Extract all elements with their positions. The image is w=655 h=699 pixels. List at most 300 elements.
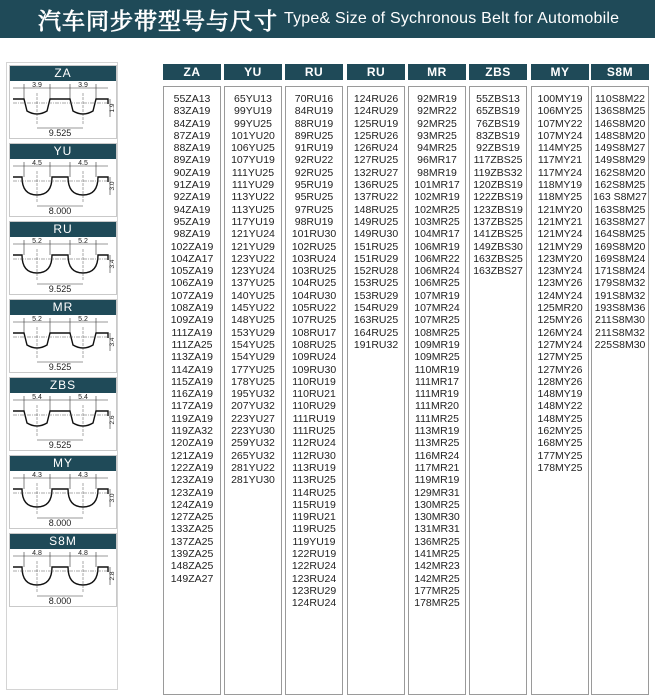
tooth-width-label: 3.9 bbox=[32, 82, 42, 89]
belt-model: 92MR25 bbox=[417, 117, 457, 130]
tooth-width-label: 5.4 bbox=[78, 394, 88, 401]
belt-model: 148YU25 bbox=[231, 314, 275, 327]
height-label: 3.0 bbox=[109, 181, 116, 191]
belt-model: 65YU13 bbox=[234, 93, 272, 105]
belt-model: 102RU25 bbox=[291, 240, 337, 253]
belt-model: 119RU25 bbox=[292, 523, 336, 536]
belt-model: 140YU25 bbox=[231, 289, 275, 302]
belt-model: 164S8M25 bbox=[594, 228, 646, 241]
tooth-width-label: 4.8 bbox=[78, 550, 88, 557]
belt-model: 141ZBS25 bbox=[473, 228, 523, 241]
height-label: 2.8 bbox=[109, 571, 116, 581]
belt-model: 101MR17 bbox=[414, 179, 460, 192]
column-header: ZBS bbox=[469, 64, 527, 80]
profile-label: ZBS bbox=[10, 378, 116, 393]
belt-model: 108MR25 bbox=[414, 326, 460, 339]
belt-model: 281YU30 bbox=[231, 474, 275, 487]
belt-model: 111MR17 bbox=[415, 375, 459, 388]
belt-model: 125RU26 bbox=[353, 129, 399, 142]
belt-model: 118MY25 bbox=[537, 191, 583, 204]
belt-model: 114MY25 bbox=[537, 142, 583, 155]
belt-model: 119YU19 bbox=[292, 535, 336, 548]
belt-model: 130MR30 bbox=[414, 511, 460, 524]
pitch-label: 8.000 bbox=[48, 206, 72, 216]
profile-za bbox=[9, 65, 117, 139]
column-s8m bbox=[591, 64, 649, 695]
belt-model: 123MY24 bbox=[537, 265, 583, 278]
belt-model: 122RU19 bbox=[291, 547, 337, 560]
belt-model: 127ZA25 bbox=[170, 511, 214, 524]
belt-model: 163RU25 bbox=[353, 314, 399, 327]
belt-model: 93MR25 bbox=[417, 129, 457, 142]
belt-model: 191S8M32 bbox=[594, 289, 646, 302]
belt-model: 107YU19 bbox=[231, 154, 275, 167]
belt-model: 123RU29 bbox=[291, 584, 337, 597]
belt-model: 137ZA25 bbox=[170, 535, 214, 548]
belt-model: 95RU25 bbox=[294, 191, 334, 204]
title-english: Type& Size of Sychronous Belt for Automobile bbox=[284, 10, 620, 27]
belt-model: 104ZA17 bbox=[170, 252, 214, 265]
belt-model: 127MY26 bbox=[537, 363, 583, 376]
belt-model: 109RU24 bbox=[291, 351, 337, 364]
column-list bbox=[531, 86, 589, 695]
column-list bbox=[469, 86, 527, 695]
tooth-width-label: 5.2 bbox=[32, 238, 42, 245]
belt-model: 163ZBS27 bbox=[473, 265, 523, 278]
belt-model: 94MR25 bbox=[417, 142, 457, 155]
height-label: 2.6 bbox=[109, 415, 116, 425]
tooth-profile-diagram bbox=[10, 393, 116, 450]
belt-model: 148MY25 bbox=[537, 412, 583, 425]
belt-model: 105RU22 bbox=[291, 302, 337, 315]
belt-model: 130MR25 bbox=[414, 498, 460, 511]
column-zbs bbox=[469, 64, 527, 695]
belt-model: 95ZA19 bbox=[173, 215, 211, 228]
belt-model: 177MR25 bbox=[414, 584, 460, 597]
belt-model: 103RU25 bbox=[291, 265, 337, 278]
column-header: MY bbox=[531, 64, 589, 80]
profile-label: ZA bbox=[10, 66, 116, 81]
belt-model: 109MR19 bbox=[414, 338, 460, 351]
belt-model: 95RU19 bbox=[294, 179, 334, 192]
tooth-profile-diagram bbox=[10, 237, 116, 294]
belt-model: 98RU19 bbox=[294, 215, 334, 228]
belt-model: 126MY24 bbox=[537, 326, 583, 339]
belt-model: 110RU21 bbox=[292, 388, 336, 401]
profile-mr bbox=[9, 299, 117, 373]
belt-model: 127RU25 bbox=[353, 154, 399, 167]
belt-model: 120ZA19 bbox=[170, 437, 214, 450]
belt-model: 109MR25 bbox=[414, 351, 460, 364]
belt-model: 124RU26 bbox=[353, 93, 399, 105]
belt-model: 92RU22 bbox=[294, 154, 334, 167]
belt-model: 132RU27 bbox=[353, 166, 399, 179]
belt-model: 124RU24 bbox=[291, 597, 337, 610]
column-list bbox=[591, 86, 649, 695]
belt-model: 111RU25 bbox=[292, 425, 336, 438]
belt-model: 111ZA25 bbox=[171, 338, 213, 351]
belt-model: 107MR25 bbox=[414, 314, 460, 327]
belt-model: 123ZA19 bbox=[170, 486, 214, 499]
belt-model: 151RU25 bbox=[353, 240, 399, 253]
belt-model: 120ZBS19 bbox=[473, 179, 523, 192]
belt-model: 152RU28 bbox=[353, 265, 399, 278]
belt-model: 146S8M20 bbox=[594, 117, 646, 130]
belt-model: 103RU24 bbox=[291, 252, 337, 265]
belt-model: 162S8M25 bbox=[594, 179, 646, 192]
belt-model: 106MR22 bbox=[414, 252, 460, 265]
belt-model: 154YU25 bbox=[231, 338, 275, 351]
belt-model: 149S8M27 bbox=[594, 142, 646, 155]
belt-model: 137RU22 bbox=[353, 191, 399, 204]
belt-model: 111YU29 bbox=[231, 179, 275, 192]
belt-model: 123YU22 bbox=[231, 252, 275, 265]
belt-model: 111ZA19 bbox=[171, 326, 213, 339]
belt-model: 118MY19 bbox=[537, 179, 583, 192]
belt-model: 119ZBS32 bbox=[473, 166, 523, 179]
belt-model: 145YU22 bbox=[231, 302, 275, 315]
column-ru bbox=[347, 64, 405, 695]
tooth-width-label: 5.2 bbox=[78, 316, 88, 323]
belt-model: 171S8M24 bbox=[594, 265, 646, 278]
tooth-profile-diagram bbox=[10, 81, 116, 138]
tooth-width-label: 5.2 bbox=[78, 238, 88, 245]
belt-model: 119ZA19 bbox=[171, 412, 213, 425]
belt-model: 177MY25 bbox=[537, 449, 583, 462]
belt-model: 153RU25 bbox=[353, 277, 399, 290]
belt-model: 148ZA25 bbox=[170, 560, 214, 573]
belt-model: 111RU19 bbox=[292, 412, 336, 425]
belt-model: 100MY19 bbox=[537, 93, 583, 105]
column-list bbox=[408, 86, 466, 695]
profile-label: YU bbox=[10, 144, 116, 159]
belt-model: 125MR20 bbox=[537, 302, 583, 315]
belt-model: 149S8M29 bbox=[594, 154, 646, 167]
tooth-width-label: 4.5 bbox=[78, 160, 88, 167]
belt-model: 87ZA19 bbox=[173, 129, 211, 142]
belt-model: 98MR19 bbox=[417, 166, 457, 179]
tooth-profile-diagram bbox=[10, 471, 116, 528]
belt-model: 83ZBS19 bbox=[476, 129, 520, 142]
profile-label: MR bbox=[10, 300, 116, 315]
belt-model: 110RU29 bbox=[292, 400, 336, 413]
tooth-width-label: 5.2 bbox=[32, 316, 42, 323]
belt-model: 115RU19 bbox=[292, 498, 336, 511]
belt-model: 98ZA19 bbox=[173, 228, 211, 241]
belt-model: 133ZA25 bbox=[170, 523, 214, 536]
belt-model: 223YU27 bbox=[231, 412, 275, 425]
belt-profiles-panel bbox=[6, 62, 118, 690]
belt-model: 76ZBS19 bbox=[476, 117, 520, 130]
title-chinese: 汽车同步带型号与尺寸 bbox=[38, 8, 278, 35]
belt-model: 116ZA19 bbox=[171, 388, 213, 401]
belt-model: 148S8M20 bbox=[594, 129, 646, 142]
belt-model: 113RU19 bbox=[292, 461, 336, 474]
belt-model: 113YU22 bbox=[231, 191, 275, 204]
belt-model: 84ZA19 bbox=[173, 117, 211, 130]
belt-model: 89RU25 bbox=[294, 129, 334, 142]
belt-model: 102MR19 bbox=[414, 191, 460, 204]
belt-model: 113MR19 bbox=[414, 425, 460, 438]
belt-model: 148RU25 bbox=[353, 203, 399, 216]
belt-model: 92RU25 bbox=[294, 166, 334, 179]
belt-model: 92ZA19 bbox=[173, 191, 211, 204]
column-header: YU bbox=[224, 64, 282, 80]
belt-model: 124RU29 bbox=[353, 105, 399, 118]
belt-model: 281YU22 bbox=[231, 461, 275, 474]
belt-model: 116MR24 bbox=[414, 449, 460, 462]
belt-model: 114ZA19 bbox=[171, 363, 213, 376]
belt-model: 148MY22 bbox=[537, 400, 583, 413]
belt-model: 101YU20 bbox=[231, 129, 275, 142]
belt-model: 163S8M25 bbox=[594, 203, 646, 216]
belt-model: 102ZA19 bbox=[170, 240, 214, 253]
belt-model: 92MR19 bbox=[417, 93, 457, 105]
belt-model: 131MR31 bbox=[414, 523, 460, 536]
belt-model: 113ZA19 bbox=[171, 351, 213, 364]
height-label: 3.0 bbox=[109, 493, 116, 503]
belt-model: 154RU29 bbox=[353, 302, 399, 315]
belt-model: 106MR25 bbox=[414, 277, 460, 290]
belt-model: 112RU30 bbox=[292, 449, 336, 462]
belt-model: 162S8M20 bbox=[594, 166, 646, 179]
profile-my bbox=[9, 455, 117, 529]
belt-model: 211S8M30 bbox=[594, 314, 645, 327]
belt-model: 113RU25 bbox=[292, 474, 336, 487]
belt-model: 207YU32 bbox=[231, 400, 275, 413]
column-list bbox=[347, 86, 405, 695]
belt-model: 124MY24 bbox=[537, 289, 583, 302]
column-header: RU bbox=[347, 64, 405, 80]
tooth-width-label: 4.3 bbox=[32, 472, 42, 479]
belt-model: 126RU24 bbox=[353, 142, 399, 155]
belt-model: 119RU21 bbox=[292, 511, 336, 524]
belt-model: 88RU19 bbox=[294, 117, 334, 130]
belt-model: 123ZBS19 bbox=[473, 203, 523, 216]
tooth-profile-diagram bbox=[10, 159, 116, 216]
belt-model: 153YU29 bbox=[231, 326, 275, 339]
belt-model: 97RU25 bbox=[294, 203, 334, 216]
belt-model: 141MR25 bbox=[414, 547, 460, 560]
belt-model: 83ZA19 bbox=[173, 105, 211, 118]
belt-model: 121YU29 bbox=[231, 240, 275, 253]
belt-model: 127MY25 bbox=[537, 351, 583, 364]
belt-model: 107MY22 bbox=[537, 117, 583, 130]
belt-model: 163S8M27 bbox=[594, 215, 646, 228]
height-label: 1.9 bbox=[109, 103, 116, 113]
belt-model: 117ZA19 bbox=[171, 400, 213, 413]
belt-model: 92ZBS19 bbox=[476, 142, 520, 155]
belt-model: 113MR25 bbox=[414, 437, 460, 450]
belt-model: 178YU25 bbox=[231, 375, 275, 388]
column-mr bbox=[408, 64, 466, 695]
belt-model: 223YU30 bbox=[231, 425, 275, 438]
belt-model: 117MR21 bbox=[414, 461, 460, 474]
belt-model: 111MR20 bbox=[415, 400, 459, 413]
column-header: S8M bbox=[591, 64, 649, 80]
column-header: ZA bbox=[163, 64, 221, 80]
belt-model: 104MR17 bbox=[414, 228, 460, 241]
profile-s8m bbox=[9, 533, 117, 607]
belt-model: 107RU25 bbox=[291, 314, 337, 327]
pitch-label: 9.525 bbox=[48, 362, 72, 372]
pitch-label: 9.525 bbox=[48, 440, 72, 450]
belt-model: 177YU25 bbox=[231, 363, 275, 376]
belt-model: 163 S8M27 bbox=[593, 191, 647, 204]
height-label: 3.4 bbox=[109, 337, 116, 347]
belt-model: 90ZA19 bbox=[173, 166, 211, 179]
belt-model: 123YU24 bbox=[231, 265, 275, 278]
belt-model: 102MR25 bbox=[414, 203, 460, 216]
belt-model: 169S8M24 bbox=[594, 252, 646, 265]
belt-model: 168MY25 bbox=[537, 437, 583, 450]
belt-model: 84RU19 bbox=[294, 105, 334, 118]
profile-yu bbox=[9, 143, 117, 217]
belt-model: 179S8M32 bbox=[594, 277, 646, 290]
belt-model: 137ZBS25 bbox=[473, 215, 523, 228]
belt-model: 108ZA19 bbox=[170, 302, 214, 315]
belt-model: 129MR31 bbox=[414, 486, 460, 499]
belt-model: 103MR25 bbox=[414, 215, 460, 228]
belt-model: 122RU24 bbox=[291, 560, 337, 573]
column-ru bbox=[285, 64, 343, 695]
column-list bbox=[224, 86, 282, 695]
belt-model: 136S8M25 bbox=[594, 105, 646, 118]
belt-model: 55ZA13 bbox=[173, 93, 211, 105]
belt-model: 110S8M22 bbox=[594, 93, 645, 105]
belt-model: 178MR25 bbox=[414, 597, 460, 610]
belt-model: 55ZBS13 bbox=[476, 93, 520, 105]
belt-model: 124ZA19 bbox=[170, 498, 214, 511]
belt-model: 111MR19 bbox=[415, 388, 459, 401]
belt-model: 123MY26 bbox=[537, 277, 583, 290]
belt-model: 164RU25 bbox=[353, 326, 399, 339]
belt-model: 149ZA27 bbox=[170, 572, 214, 585]
pitch-label: 9.525 bbox=[48, 128, 72, 138]
tooth-width-label: 4.8 bbox=[32, 550, 42, 557]
belt-model: 99YU25 bbox=[234, 117, 272, 130]
belt-model: 149ZBS30 bbox=[473, 240, 523, 253]
belt-model: 151RU29 bbox=[353, 252, 399, 265]
belt-model: 65ZBS19 bbox=[476, 105, 520, 118]
belt-model: 106MY25 bbox=[537, 105, 583, 118]
belt-model: 113YU25 bbox=[231, 203, 275, 216]
tooth-width-label: 5.4 bbox=[32, 394, 42, 401]
belt-model: 104RU25 bbox=[291, 277, 337, 290]
profile-label: MY bbox=[10, 456, 116, 471]
page-header bbox=[0, 0, 655, 38]
belt-model: 107ZA19 bbox=[170, 289, 214, 302]
column-my bbox=[531, 64, 589, 695]
tooth-profile-diagram bbox=[10, 315, 116, 372]
belt-model: 119ZA32 bbox=[171, 425, 213, 438]
belt-model: 117ZBS25 bbox=[473, 154, 523, 167]
belt-model: 125MY26 bbox=[537, 314, 583, 327]
belt-model: 114RU25 bbox=[292, 486, 336, 499]
column-list bbox=[163, 86, 221, 695]
column-header: MR bbox=[408, 64, 466, 80]
belt-model: 115ZA19 bbox=[171, 375, 213, 388]
belt-model: 193S8M36 bbox=[594, 302, 646, 315]
belt-model: 153RU29 bbox=[353, 289, 399, 302]
belt-model: 259YU32 bbox=[231, 437, 275, 450]
belt-model: 121MY24 bbox=[537, 228, 583, 241]
belt-model: 162MY25 bbox=[537, 425, 583, 438]
belt-model: 91RU19 bbox=[294, 142, 334, 155]
column-header: RU bbox=[285, 64, 343, 80]
height-label: 3.4 bbox=[109, 259, 116, 269]
belt-model: 91ZA19 bbox=[173, 179, 211, 192]
belt-model: 108RU17 bbox=[291, 326, 337, 339]
belt-model: 142MR23 bbox=[414, 560, 460, 573]
belt-model: 110RU19 bbox=[292, 375, 336, 388]
belt-model: 112RU24 bbox=[292, 437, 336, 450]
belt-model: 92MR22 bbox=[417, 105, 457, 118]
belt-model: 109ZA19 bbox=[170, 314, 214, 327]
belt-model: 89ZA19 bbox=[173, 154, 211, 167]
belt-model: 122ZA19 bbox=[170, 461, 214, 474]
belt-model: 123RU24 bbox=[291, 572, 337, 585]
belt-model: 104RU30 bbox=[291, 289, 337, 302]
belt-model: 99YU19 bbox=[234, 105, 272, 118]
belt-model: 149RU30 bbox=[353, 228, 399, 241]
belt-model: 94ZA19 bbox=[173, 203, 211, 216]
belt-model: 225S8M30 bbox=[594, 338, 646, 351]
belt-model: 107MR24 bbox=[414, 302, 460, 315]
belt-model: 121ZA19 bbox=[170, 449, 214, 462]
profile-label: S8M bbox=[10, 534, 116, 549]
tooth-width-label: 4.5 bbox=[32, 160, 42, 167]
belt-model: 128MY26 bbox=[537, 375, 583, 388]
belt-model: 123MY20 bbox=[537, 252, 583, 265]
pitch-label: 8.000 bbox=[48, 596, 72, 606]
belt-model: 178MY25 bbox=[537, 461, 583, 474]
belt-model: 88ZA19 bbox=[173, 142, 211, 155]
belt-model: 111YU25 bbox=[231, 166, 275, 179]
belt-model: 117YU19 bbox=[231, 215, 275, 228]
belt-model: 136RU25 bbox=[353, 179, 399, 192]
belt-model: 101RU30 bbox=[291, 228, 337, 241]
belt-model: 148MY19 bbox=[537, 388, 583, 401]
belt-model: 106MR24 bbox=[414, 265, 460, 278]
profile-zbs bbox=[9, 377, 117, 451]
belt-model: 106MR19 bbox=[414, 240, 460, 253]
belt-model: 154YU29 bbox=[231, 351, 275, 364]
belt-model: 121MY29 bbox=[537, 240, 583, 253]
belt-model: 142MR25 bbox=[414, 572, 460, 585]
belt-model: 106ZA19 bbox=[170, 277, 214, 290]
column-yu bbox=[224, 64, 282, 695]
belt-model: 119MR19 bbox=[414, 474, 460, 487]
pitch-label: 9.525 bbox=[48, 284, 72, 294]
belt-model: 109RU30 bbox=[291, 363, 337, 376]
belt-model: 195YU32 bbox=[231, 388, 275, 401]
profile-ru bbox=[9, 221, 117, 295]
belt-model: 125RU19 bbox=[353, 117, 399, 130]
profile-label: RU bbox=[10, 222, 116, 237]
column-list bbox=[285, 86, 343, 695]
belt-model: 108RU25 bbox=[291, 338, 337, 351]
belt-model: 163ZBS25 bbox=[473, 252, 523, 265]
belt-model: 105ZA19 bbox=[170, 265, 214, 278]
belt-model: 127MY24 bbox=[537, 338, 583, 351]
belt-model: 139ZA25 bbox=[170, 547, 214, 560]
belt-model: 136MR25 bbox=[414, 535, 460, 548]
tooth-width-label: 4.3 bbox=[78, 472, 88, 479]
belt-model: 149RU25 bbox=[353, 215, 399, 228]
tooth-width-label: 3.9 bbox=[78, 82, 88, 89]
belt-model: 70RU16 bbox=[294, 93, 334, 105]
